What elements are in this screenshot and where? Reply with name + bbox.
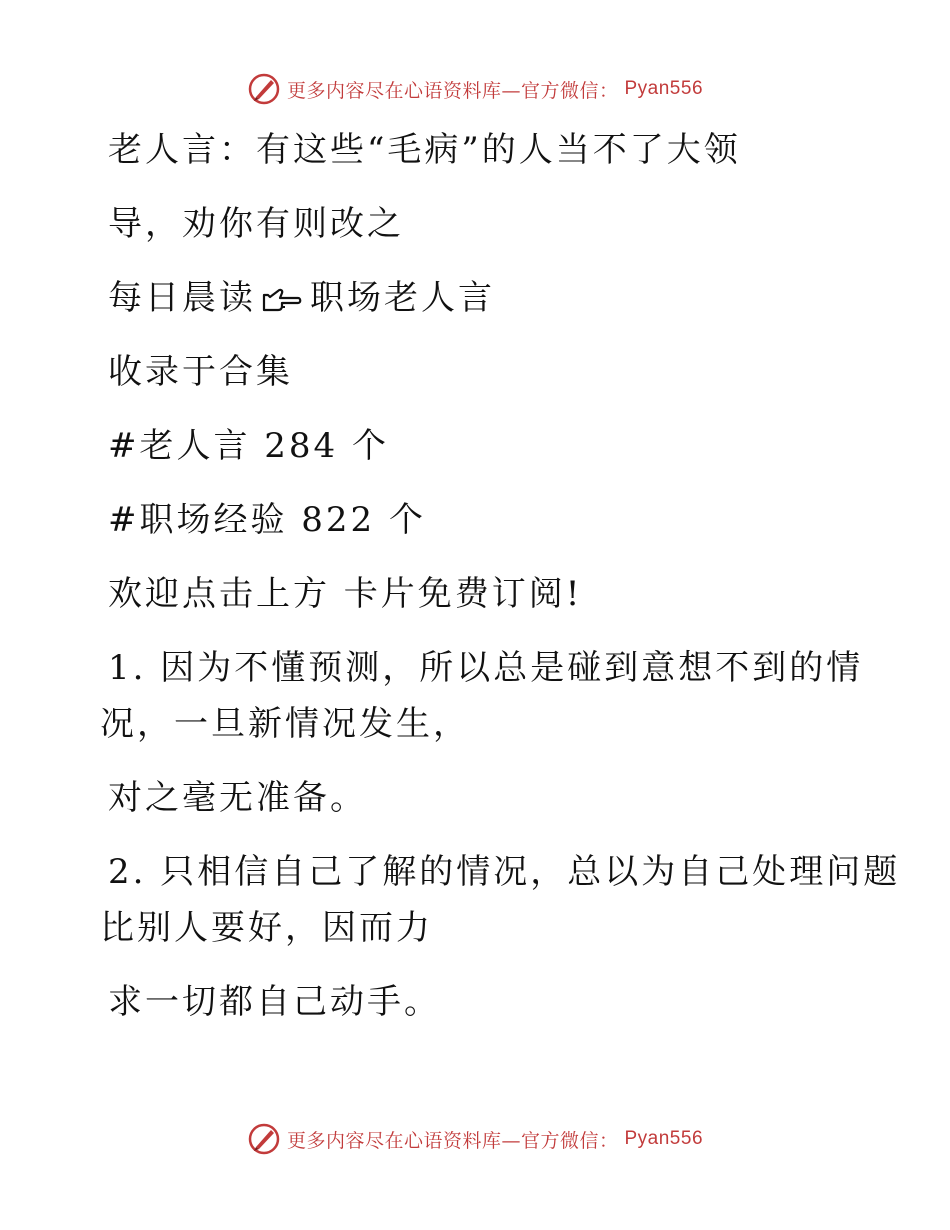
- item-1-line-2: 况，一旦新情况发生，: [100, 704, 470, 744]
- header-watermark: [0, 72, 950, 106]
- watermark-text: 更多内容尽在心语资料库—官方微信：: [286, 79, 619, 102]
- collection-label: 收录于合集: [108, 352, 293, 392]
- quill-logo-icon: [247, 1122, 281, 1156]
- item-2-line-1: 2. 只相信自己了解的情况，总以为自己处理问题: [108, 852, 901, 892]
- document-body: [100, 122, 901, 1030]
- watermark-handle: Pyan556: [624, 1128, 704, 1149]
- item-2-line-2: 比别人要好，因而力: [100, 908, 433, 948]
- series-line: [100, 270, 880, 326]
- tag-old-sayings[interactable]: #老人言 284 个: [108, 426, 389, 466]
- watermark-handle: Pyan556: [624, 78, 704, 99]
- item-1-line-3: 对之毫无准备。: [108, 778, 367, 818]
- series-suffix: 职场老人言: [310, 278, 495, 318]
- title-line-2: 导，劝你有则改之: [108, 204, 404, 244]
- pointing-hand-icon: [260, 283, 304, 313]
- watermark-text: 更多内容尽在心语资料库—官方微信：: [286, 1129, 619, 1152]
- subscribe-line: 欢迎点击上方 卡片免费订阅!: [108, 574, 583, 614]
- series-prefix: 每日晨读: [108, 278, 256, 318]
- item-1-line-1: 1. 因为不懂预测，所以总是碰到意想不到的情: [108, 648, 864, 688]
- item-2-line-3: 求一切都自己动手。: [108, 982, 441, 1022]
- title-line-1: 老人言：有这些“毛病”的人当不了大领: [108, 130, 741, 170]
- tag-workplace-experience[interactable]: #职场经验 822 个: [108, 500, 426, 540]
- quill-logo-icon: [247, 72, 281, 106]
- footer-watermark: [0, 1122, 950, 1156]
